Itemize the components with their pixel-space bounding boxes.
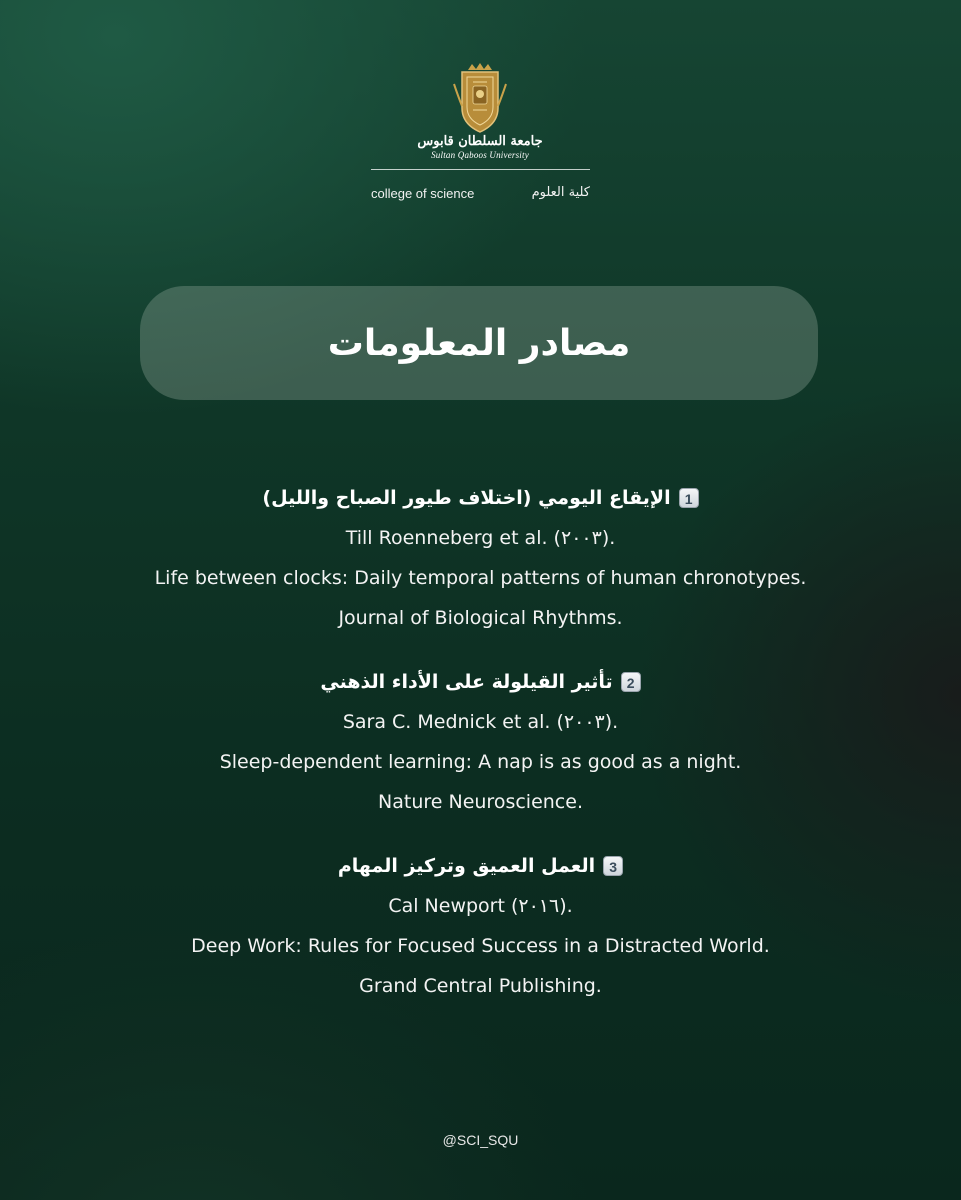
university-name-english: Sultan Qaboos University (431, 150, 529, 160)
source-work: Deep Work: Rules for Focused Success in a Distracted World. (191, 935, 770, 957)
social-handle: @SCI_SQU (442, 1132, 519, 1148)
source-title: تأثير القيلولة على الأداء الذهني (320, 671, 613, 693)
source-publisher: Grand Central Publishing. (359, 975, 602, 997)
title-banner (140, 286, 818, 400)
source-item (0, 846, 961, 1006)
college-name-english: college of science (371, 186, 475, 201)
source-title: الإيقاع اليومي (اختلاف طيور الصباح والليل) (262, 487, 671, 509)
source-publisher: Nature Neuroscience. (378, 791, 583, 813)
source-author: Till Roenneberg et al. (٢٠٠٣). (345, 527, 616, 549)
source-heading (0, 478, 961, 518)
source-item (0, 662, 961, 822)
source-work: Life between clocks: Daily temporal patterns of human chronotypes. (154, 567, 807, 589)
college-name-arabic: كلية العلوم (531, 185, 590, 200)
number-3-keycap-icon: 3 (603, 856, 623, 876)
source-item (0, 478, 961, 638)
source-heading (0, 846, 961, 886)
number-1-keycap-icon: 1 (679, 488, 699, 508)
source-work: Sleep-dependent learning: A nap is as good as a night. (219, 751, 742, 773)
page-title: مصادر المعلومات (327, 322, 631, 364)
university-name-arabic: جامعة السلطان قابوس (417, 134, 543, 149)
source-publisher: Journal of Biological Rhythms. (338, 607, 623, 629)
source-author: Sara C. Mednick et al. (٢٠٠٣). (342, 711, 619, 733)
header-divider (371, 169, 590, 170)
university-header (370, 62, 590, 160)
source-heading (0, 662, 961, 702)
number-2-keycap-icon: 2 (621, 672, 641, 692)
source-title: العمل العميق وتركيز المهام (337, 855, 596, 877)
source-author: Cal Newport (٢٠١٦). (388, 895, 573, 917)
sources-list (0, 478, 961, 1030)
university-crest-logo (440, 62, 520, 134)
